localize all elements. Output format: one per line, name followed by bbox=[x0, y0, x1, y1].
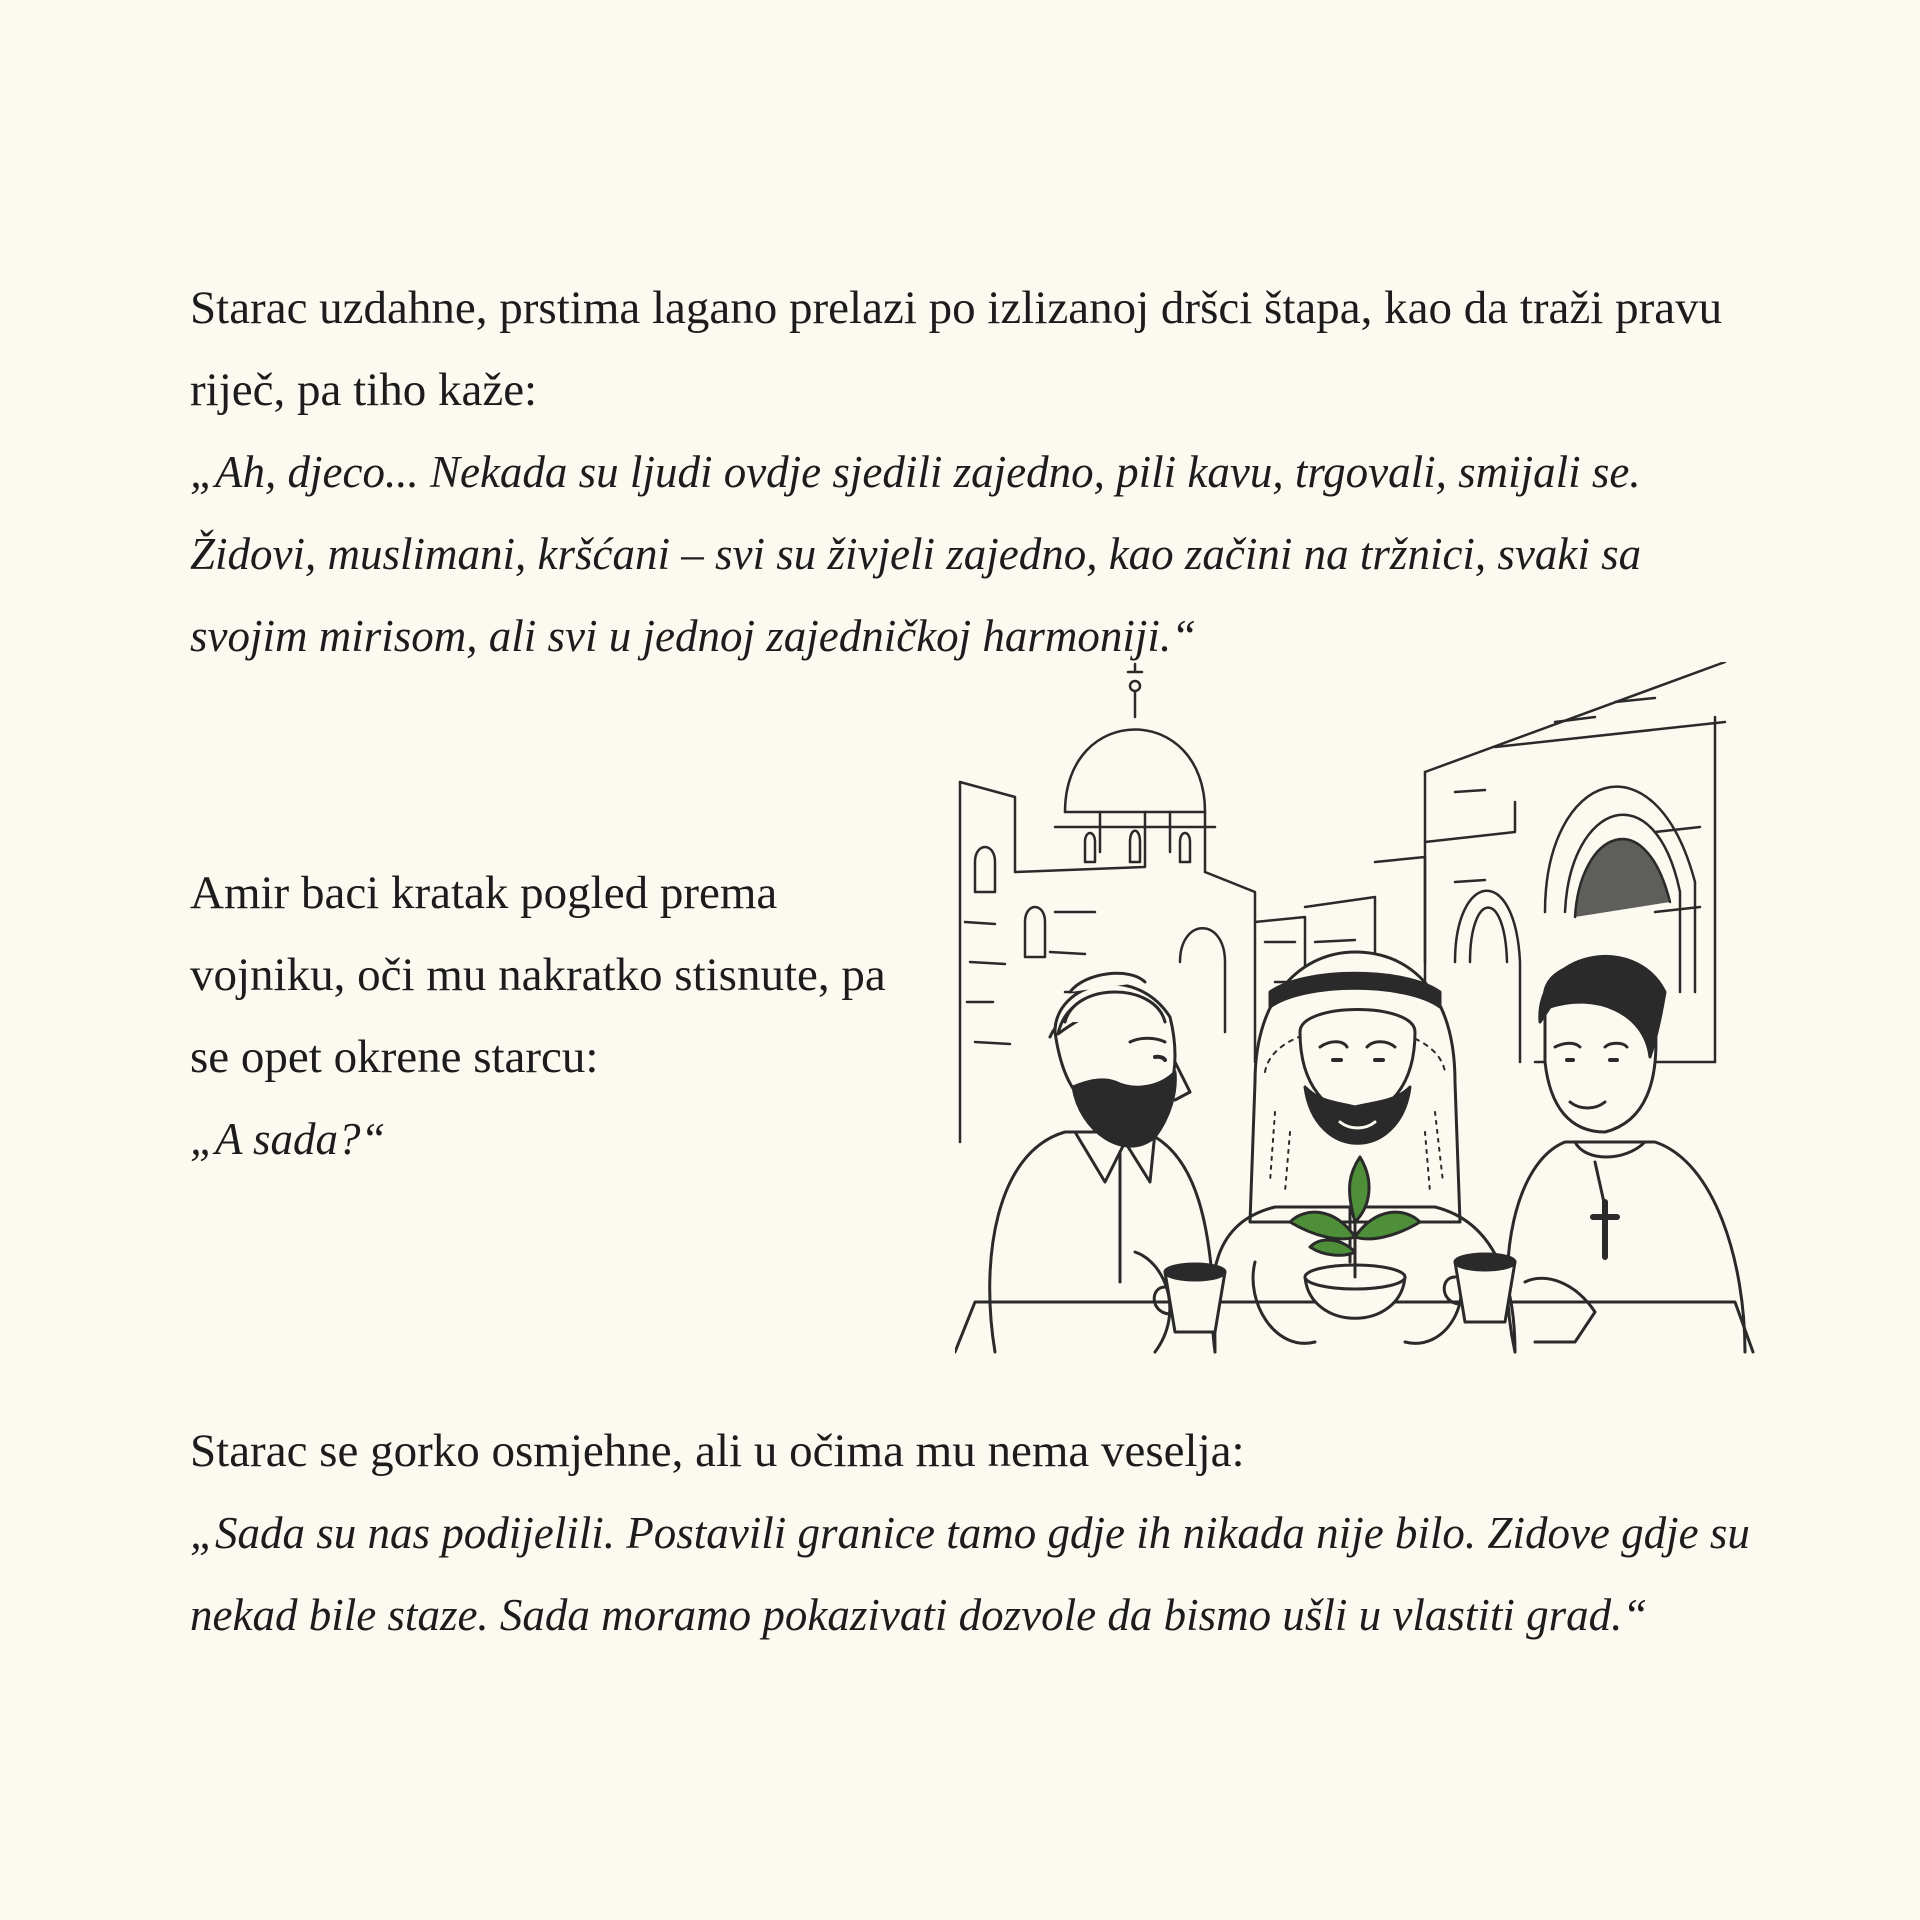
quote-text: „A sada?“ bbox=[190, 1114, 386, 1164]
narration-text: Amir baci kratak pogled prema vojniku, oči mu nakratko stisnute, pa se opet okrene starcu: bbox=[190, 867, 886, 1083]
quote-text: „Ah, djeco... Nekada su ljudi ovdje sjedili zajedno, pili kavu, trgovali, smijali se. Židovi, muslimani, kršćani – svi su živjeli zajedno, kao začini na tržnici, svaki sa svojim mirisom, ali svi u jednoj zajedničkoj harmoniji.“ bbox=[190, 447, 1642, 661]
narration-text: Starac se gorko osmjehne, ali u očima mu nema veselja: bbox=[190, 1425, 1245, 1477]
paragraph-intro bbox=[190, 267, 1750, 677]
paragraph-amir bbox=[190, 852, 930, 1180]
illustration-three-men-at-table bbox=[955, 662, 1755, 1362]
christian-man-figure bbox=[1507, 956, 1745, 1352]
cross-icon bbox=[1593, 1202, 1617, 1257]
paragraph-reply bbox=[190, 1410, 1750, 1656]
quote-text: „Sada su nas podijelili. Postavili granice tamo gdje ih nikada nije bilo. Zidove gdje su nekad bile staze. Sada moramo pokazivati dozvole da bismo ušli u vlastiti grad.“ bbox=[190, 1508, 1750, 1640]
narration-text: Starac uzdahne, prstima lagano prelazi po izlizanoj dršci štapa, kao da traži pravu riječ, pa tiho kaže: bbox=[190, 282, 1723, 416]
illustration-drawing bbox=[955, 662, 1755, 1362]
